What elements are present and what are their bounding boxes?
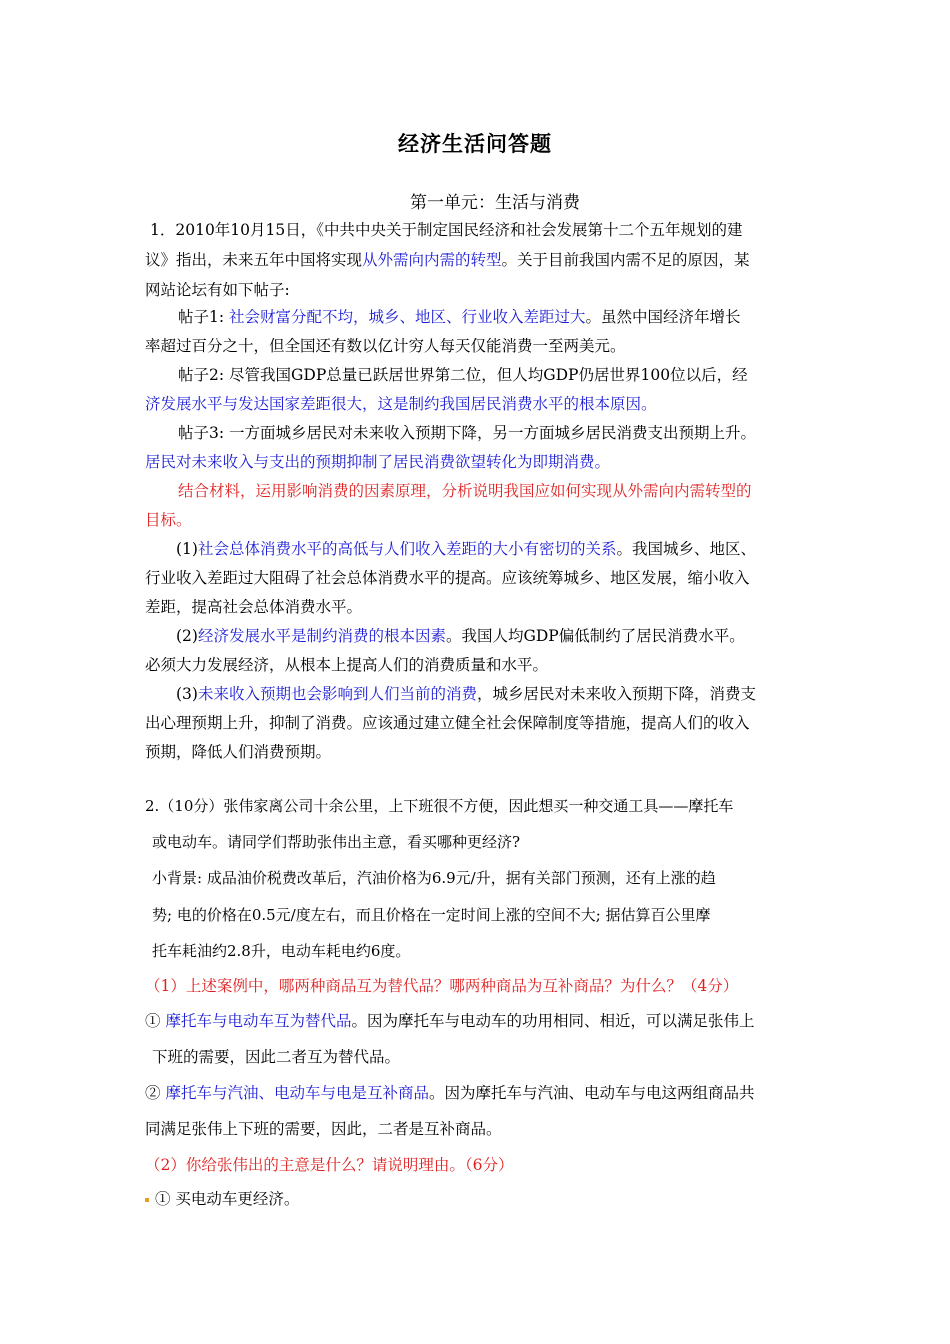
q2-background-line-3: 托车耗油约2.8升，电动车耗电约6度。 (152, 942, 411, 960)
post-1-label: 帖子1: (178, 308, 225, 326)
answer-3-line-2: 出心理预期上升，抑制了消费。应该通过建立健全社会保障制度等措施，提高人们的收入 (145, 714, 750, 732)
q2-response-2-highlight: 摩托车与汽油、电动车与电是互补商品 (165, 1084, 429, 1102)
unit-heading: 第一单元：生活与消费 (410, 193, 580, 213)
q2-background-line-1: 小背景: 成品油价税费改革后，汽油价格为6.9元/升，据有关部门预测，还有上涨的趋 (152, 869, 716, 887)
answer-1-line-1 (176, 538, 844, 560)
q2-response-3-text: ① 买电动车更经济。 (155, 1190, 300, 1208)
q2-background-line-2: 势; 电的价格在0.5元/度左右，而且价格在一定时间上涨的空间不大; 据估算百公里摩 (152, 906, 711, 924)
answer-1-number: (1) (176, 540, 198, 558)
q1-line-2-text-a: 议》指出，未来五年中国将实现 (145, 251, 363, 269)
q2-subquestion-2: （2）你给张伟出的主意是什么？请说明理由。（6分） (145, 1156, 514, 1174)
q2-response-1-line-2: 下班的需要，因此二者互为替代品。 (152, 1048, 401, 1066)
answer-1-line-3: 差距，提高社会总体消费水平。 (145, 598, 363, 616)
answer-2-highlight: 经济发展水平是制约消费的根本因素 (197, 627, 446, 645)
q2-line-1: 2.（10分）张伟家离公司十余公里，上下班很不方便，因此想买一种交通工具——摩托车 (145, 797, 734, 815)
answer-1-highlight: 社会总体消费水平的高低与人们收入差距的大小有密切的关系 (197, 540, 617, 558)
answer-3-highlight: 未来收入预期也会影响到人们当前的消费 (197, 685, 477, 703)
q1-question-line-2: 目标。 (145, 511, 192, 529)
answer-3-line-1 (176, 683, 844, 705)
answer-2-line-1 (176, 625, 844, 647)
post-1-text: 。虽然中国经济年增长 (585, 308, 741, 326)
answer-2-line-2: 必须大力发展经济，从根本上提高人们的消费质量和水平。 (145, 656, 549, 674)
document-title: 经济生活问答题 (398, 131, 552, 156)
post-1-line-2: 率超过百分之十，但全国还有数以亿计穷人每天仅能消费一至两美元。 (145, 337, 626, 355)
answer-2-number: (2) (176, 627, 198, 645)
bullet-dot-icon (145, 1198, 149, 1202)
q2-response-1-line-1 (145, 1010, 813, 1032)
q2-response-2-marker: ② (145, 1084, 161, 1102)
post-3-line-1: 帖子3: 一方面城乡居民对未来收入预期下降，另一方面城乡居民消费支出预期上升。 (178, 424, 757, 442)
answer-3-number: (3) (176, 685, 198, 703)
q2-line-2: 或电动车。请同学们帮助张伟出主意，看买哪种更经济? (152, 833, 521, 851)
post-3-line-2: 居民对未来收入与支出的预期抑制了居民消费欲望转化为即期消费。 (145, 453, 611, 471)
q2-subquestion-1: （1）上述案例中，哪两种商品互为替代品？哪两种商品为互补商品？为什么？（4分） (145, 977, 739, 995)
post-2-line-1: 帖子2: 尽管我国GDP总量已跃居世界第二位，但人均GDP仍居世界100位以后，经 (178, 366, 748, 384)
q1-line-3: 网站论坛有如下帖子: (145, 281, 290, 299)
q2-response-2-line-1 (145, 1082, 813, 1104)
q1-line-2 (145, 249, 813, 271)
q2-response-3 (145, 1188, 813, 1210)
q2-response-1-marker: ① (145, 1012, 161, 1030)
answer-1-line-2: 行业收入差距过大阻碍了社会总体消费水平的提高。应该统筹城乡、地区发展，缩小收入 (145, 569, 750, 587)
answer-2-text: 。我国人均GDP偏低制约了居民消费水平。 (445, 627, 745, 645)
q1-line-1: 1．2010年10月15日，《中共中央关于制定国民经济和社会发展第十二个五年规划的建 (150, 221, 743, 239)
answer-3-text: ，城乡居民对未来收入预期下降，消费支 (476, 685, 756, 703)
post-1-line-1 (178, 306, 846, 328)
q1-question-line-1: 结合材料，运用影响消费的因素原理，分析说明我国应如何实现从外需向内需转型的 (178, 482, 752, 500)
q1-line-2-text-c: 。关于目前我国内需不足的原因，某 (501, 251, 750, 269)
q2-response-1-text: 。因为摩托车与电动车的功用相同、相近，可以满足张伟上 (351, 1012, 755, 1030)
q2-response-2-text: 。因为摩托车与汽油、电动车与电这两组商品共 (428, 1084, 755, 1102)
answer-1-text: 。我国城乡、地区、 (616, 540, 756, 558)
post-1-highlight: 社会财富分配不均，城乡、地区、行业收入差距过大 (229, 308, 586, 326)
q1-highlight-transition: 从外需向内需的转型 (362, 251, 502, 269)
q2-response-1-highlight: 摩托车与电动车互为替代品 (165, 1012, 352, 1030)
post-2-line-2: 济发展水平与发达国家差距很大，这是制约我国居民消费水平的根本原因。 (145, 395, 657, 413)
q2-response-2-line-2: 同满足张伟上下班的需要，因此，二者是互补商品。 (145, 1120, 502, 1138)
answer-3-line-3: 预期，降低人们消费预期。 (145, 743, 332, 761)
